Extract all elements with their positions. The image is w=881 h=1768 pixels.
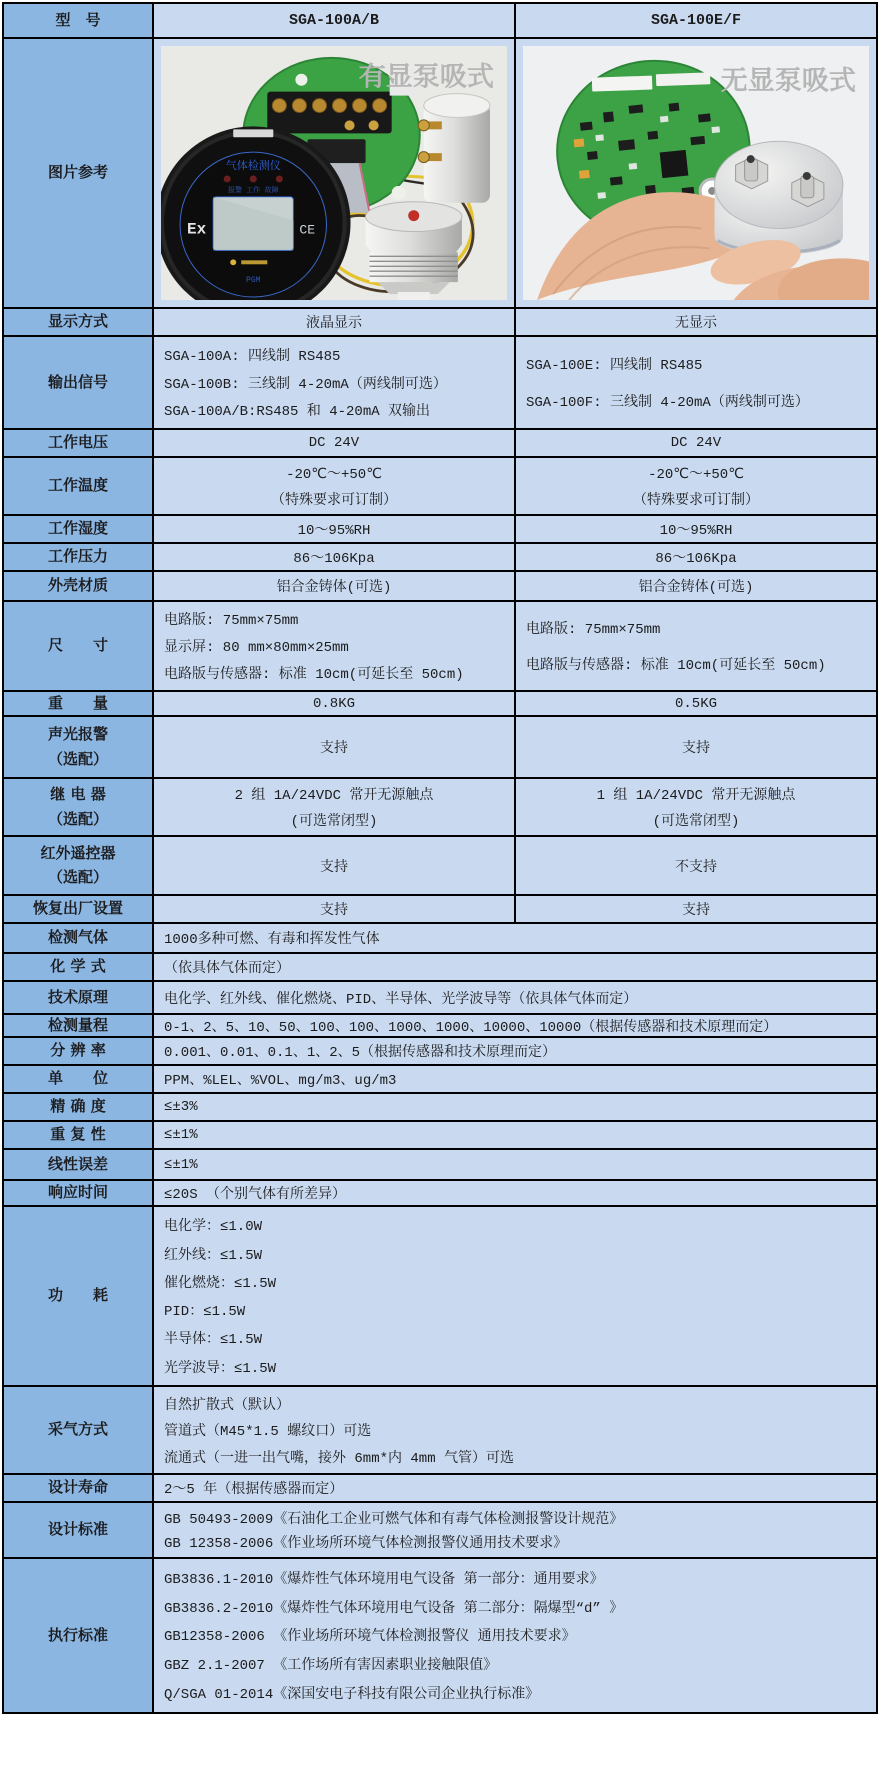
row-accuracy-value: [154, 1094, 876, 1120]
spec-row-design-standard: [4, 1501, 876, 1557]
value-text: （特殊要求可订制）: [271, 492, 397, 509]
value-text: 流通式（一进一出气嘴，接外 6mm*内 4mm 气管）可选: [164, 1450, 515, 1467]
spec-row-factory-reset: [4, 894, 876, 922]
row-label-text: 重 量: [47, 693, 108, 712]
row-weight-value-col1: [154, 692, 514, 715]
row-working-humidity-value-col2: [514, 516, 876, 542]
value-text: 0-1、2、5、10、50、100、100、1000、1000、10000、10000（根据传感器和技术原理而定）: [164, 1019, 778, 1036]
spec-row-output-signal: [4, 335, 876, 428]
row-label-execution-standard: [4, 1559, 154, 1712]
value-text: 自然扩散式（默认）: [164, 1397, 290, 1414]
row-label-text: （选配）: [47, 750, 108, 769]
row-label-text: 采气方式: [47, 1420, 108, 1439]
row-execution-standard-value: [154, 1559, 876, 1712]
row-label-dimensions: [4, 602, 154, 690]
spec-row-ir-remote: [4, 835, 876, 894]
spec-row-detect-gas: [4, 922, 876, 952]
row-ir-remote-value-col1: [154, 837, 514, 894]
value-text: ≤20S （个别气体有所差异）: [164, 1187, 347, 1203]
value-text: 支持: [682, 903, 710, 919]
row-label-resolution: [4, 1038, 154, 1064]
product-spec-table: [2, 2, 878, 1714]
value-text: （特殊要求可订制）: [633, 492, 759, 509]
value-text: 10～95%RH: [297, 523, 371, 539]
row-label-text: 重 复 性: [50, 1125, 106, 1144]
value-text: 管道式（M45*1.5 螺纹口）可选: [164, 1424, 372, 1440]
row-label-text: 恢复出厂设置: [32, 899, 123, 918]
row-working-pressure-value-col2: [514, 544, 876, 570]
value-text: 0.5KG: [674, 695, 717, 712]
value-text: GB3836.1-2010《爆炸性气体环境用电气设备 第一部分：通用要求》: [164, 1571, 604, 1588]
value-text: 86～106Kpa: [655, 551, 737, 567]
label-sticker: [592, 76, 653, 92]
row-label-text: 单 位: [47, 1069, 108, 1088]
row-label-power-consumption: [4, 1207, 154, 1385]
row-label-text: 输出信号: [47, 372, 108, 391]
spec-row-resolution: [4, 1036, 876, 1064]
row-label-text: 检测气体: [47, 928, 108, 947]
value-text: GB3836.2-2010《爆炸性气体环境用电气设备 第二部分：隔爆型“d” 》: [164, 1600, 624, 1617]
row-label-repeatability: [4, 1122, 154, 1148]
value-text: 86～106Kpa: [293, 551, 375, 567]
row-label-text: 技术原理: [47, 987, 108, 1006]
row-shell-material-value-col2: [514, 572, 876, 600]
row-sampling-method-value: [154, 1387, 876, 1473]
model-col2-cell: [514, 4, 876, 37]
row-power-consumption-value: [154, 1207, 876, 1385]
row-chemical-formula-value: [154, 954, 876, 980]
product-photo-cell-sga100ef: [514, 39, 876, 307]
row-audible-alarm-value-col1: [154, 717, 514, 777]
row-label-linearity-error: [4, 1150, 154, 1179]
value-text: 10～95%RH: [659, 523, 733, 539]
row-detect-range-value: [154, 1015, 876, 1036]
value-text: 支持: [320, 741, 348, 757]
row-label-text: 检测量程: [47, 1015, 108, 1034]
row-label-tech-principle: [4, 982, 154, 1013]
value-text: -20℃～+50℃: [648, 467, 744, 484]
row-label-shell-material: [4, 572, 154, 600]
row-label-text: 工作压力: [47, 547, 108, 566]
led-labels-text: 报警 工作 故障: [228, 186, 279, 195]
value-text: 电化学：≤1.0W: [164, 1219, 263, 1236]
photo-row-label-text: 图片参考: [47, 163, 108, 182]
model-col1-text: SGA-100A/B: [288, 12, 379, 29]
value-text: -20℃～+50℃: [286, 467, 382, 484]
spec-row-design-life: [4, 1473, 876, 1501]
row-label-display-mode: [4, 309, 154, 335]
spec-row-response-time: [4, 1179, 876, 1205]
value-text: 无显示: [675, 316, 717, 332]
value-text: SGA-100E: 四线制 RS485: [526, 358, 703, 374]
row-label-accuracy: [4, 1094, 154, 1120]
row-output-signal-value-col2: [514, 337, 876, 428]
value-text: 显示屏: 80 mm×80mm×25mm: [164, 640, 349, 656]
value-text: 电路版与传感器: 标准 10cm(可延长至 50cm): [526, 658, 826, 674]
row-label-text: 线性误差: [47, 1154, 108, 1173]
value-text: GB 12358-2006《作业场所环境气体检测报警仪通用技术要求》: [164, 1536, 568, 1553]
value-text: 半导体：≤1.5W: [164, 1332, 263, 1349]
product-photo-sga100ef: [523, 46, 869, 300]
row-label-text: （选配）: [47, 868, 108, 887]
row-label-text: 精 确 度: [50, 1097, 106, 1116]
value-text: 0.001、0.01、0.1、1、2、5（根据传感器和技术原理而定）: [164, 1045, 557, 1061]
value-text: 2 组 1A/24VDC 常开无源触点: [234, 788, 434, 805]
row-dimensions-value-col1: [154, 602, 514, 690]
spec-row-working-humidity: [4, 514, 876, 542]
value-text: ≤±1%: [164, 1156, 198, 1173]
model-label-cell: [4, 4, 154, 37]
row-label-text: 工作电压: [47, 433, 108, 452]
row-label-text: 尺 寸: [47, 636, 108, 655]
spec-row-display-mode: [4, 307, 876, 335]
value-text: SGA-100F: 三线制 4-20mA（两线制可选）: [526, 395, 809, 411]
row-label-working-pressure: [4, 544, 154, 570]
value-text: ≤±1%: [164, 1127, 198, 1143]
model-header-row: [4, 4, 876, 37]
watermark-left-text: 有显泵吸式: [358, 64, 494, 95]
spec-row-dimensions: [4, 600, 876, 690]
row-label-design-life: [4, 1475, 154, 1501]
row-label-text: 设计寿命: [47, 1478, 108, 1497]
row-working-voltage-value-col2: [514, 430, 876, 456]
row-label-text: 功 耗: [47, 1286, 108, 1305]
row-display-mode-value-col2: [514, 309, 876, 335]
product-photo-cell-sga100ab: [154, 39, 514, 307]
model-label-text: 型 号: [55, 10, 101, 29]
spec-row-detect-range: [4, 1013, 876, 1036]
row-factory-reset-value-col2: [514, 896, 876, 922]
spec-row-tech-principle: [4, 980, 876, 1013]
spec-row-accuracy: [4, 1092, 876, 1120]
row-label-text: 响应时间: [47, 1183, 108, 1202]
value-text: 支持: [320, 903, 348, 919]
row-label-text: 设计标准: [47, 1520, 108, 1539]
row-working-humidity-value-col1: [154, 516, 514, 542]
value-text: SGA-100B: 三线制 4-20mA（两线制可选）: [164, 376, 447, 393]
spec-row-execution-standard: [4, 1557, 876, 1712]
watermark-right-text: 无显泵吸式: [720, 68, 856, 99]
row-tech-principle-value: [154, 982, 876, 1013]
main-chip: [660, 150, 689, 178]
row-ir-remote-value-col2: [514, 837, 876, 894]
spec-row-working-voltage: [4, 428, 876, 456]
value-text: SGA-100A: 四线制 RS485: [164, 348, 341, 365]
row-relay-value-col1: [154, 779, 514, 835]
product-photo-sga100ab: [161, 46, 507, 300]
value-text: GBZ 2.1-2007 《工作场所有害因素职业接触限值》: [164, 1658, 498, 1675]
pump-canister-illustration: [418, 94, 490, 203]
spec-row-working-pressure: [4, 542, 876, 570]
row-unit-value: [154, 1066, 876, 1092]
value-text: GB12358-2006 《作业场所环境气体检测报警仪 通用技术要求》: [164, 1629, 576, 1646]
value-text: （依具体气体而定）: [164, 961, 290, 977]
row-working-temperature-value-col2: [514, 458, 876, 514]
value-text: 不支持: [675, 859, 717, 876]
row-factory-reset-value-col1: [154, 896, 514, 922]
value-text: 电路版: 75mm×75mm: [164, 613, 299, 629]
value-text: 1 组 1A/24VDC 常开无源触点: [596, 788, 796, 805]
value-text: 0.8KG: [312, 695, 355, 712]
row-label-weight: [4, 692, 154, 715]
photo-row: [4, 37, 876, 307]
value-text: ≤±3%: [164, 1099, 198, 1115]
spec-row-repeatability: [4, 1120, 876, 1148]
row-label-response-time: [4, 1181, 154, 1205]
row-label-text: 继 电 器: [50, 785, 106, 804]
row-display-mode-value-col1: [154, 309, 514, 335]
row-label-working-temperature: [4, 458, 154, 514]
row-linearity-error-value: [154, 1150, 876, 1179]
row-label-detect-gas: [4, 924, 154, 952]
value-text: 铝合金铸体(可选): [638, 580, 754, 596]
row-label-text: 红外遥控器: [40, 843, 116, 862]
spec-row-linearity-error: [4, 1148, 876, 1179]
row-working-temperature-value-col1: [154, 458, 514, 514]
row-label-text: 外壳材质: [47, 576, 108, 595]
row-label-text: 分 辨 率: [50, 1041, 106, 1060]
row-output-signal-value-col1: [154, 337, 514, 428]
row-relay-value-col2: [514, 779, 876, 835]
row-label-sampling-method: [4, 1387, 154, 1473]
row-audible-alarm-value-col2: [514, 717, 876, 777]
row-label-output-signal: [4, 337, 154, 428]
sensor-red-dot: [408, 210, 419, 221]
value-text: (可选常闭型): [652, 813, 740, 830]
value-text: 支持: [320, 859, 348, 876]
value-text: PID：≤1.5W: [164, 1304, 246, 1321]
row-resolution-value: [154, 1038, 876, 1064]
row-dimensions-value-col2: [514, 602, 876, 690]
spec-row-shell-material: [4, 570, 876, 600]
value-text: 催化燃烧：≤1.5W: [164, 1275, 277, 1292]
ex-mark-text: Ex: [187, 220, 207, 239]
spec-row-power-consumption: [4, 1205, 876, 1385]
row-response-time-value: [154, 1181, 876, 1205]
value-text: 液晶显示: [306, 316, 362, 332]
spec-row-working-temperature: [4, 456, 876, 514]
spec-row-sampling-method: [4, 1385, 876, 1473]
row-label-text: 工作湿度: [47, 519, 108, 538]
row-label-text: （选配）: [47, 809, 108, 828]
value-text: 电路版: 75mm×75mm: [526, 622, 661, 638]
model-col1-cell: [154, 4, 514, 37]
row-label-text: 显示方式: [47, 312, 108, 331]
value-text: 支持: [682, 741, 710, 757]
row-label-text: 执行标准: [47, 1625, 108, 1644]
ce-mark-text: CE: [299, 222, 316, 238]
value-text: Q/SGA 01-2014《深国安电子科技有限公司企业执行标准》: [164, 1687, 540, 1704]
spec-row-relay: [4, 777, 876, 835]
value-text: DC 24V: [670, 435, 722, 451]
row-detect-gas-value: [154, 924, 876, 952]
value-text: 电化学、红外线、催化燃烧、PID、半导体、光学波导等（依具体气体而定）: [164, 991, 638, 1008]
value-text: 红外线：≤1.5W: [164, 1247, 263, 1264]
spec-row-audible-alarm: [4, 715, 876, 777]
row-weight-value-col2: [514, 692, 876, 715]
spec-row-chemical-formula: [4, 952, 876, 980]
device-brand-text: 气体检测仪: [225, 161, 281, 174]
row-label-design-standard: [4, 1503, 154, 1557]
row-working-voltage-value-col1: [154, 430, 514, 456]
row-label-factory-reset: [4, 896, 154, 922]
value-text: GB 50493-2009《石油化工企业可燃气体和有毒气体检测报警设计规范》: [164, 1511, 624, 1528]
value-text: 2～5 年（根据传感器而定）: [164, 1482, 344, 1498]
value-text: 光学波导：≤1.5W: [164, 1360, 277, 1377]
row-label-detect-range: [4, 1015, 154, 1036]
model-col2-text: SGA-100E/F: [650, 12, 741, 29]
row-label-ir-remote: [4, 837, 154, 894]
value-text: 电路版与传感器: 标准 10cm(可延长至 50cm): [164, 667, 464, 683]
spec-row-unit: [4, 1064, 876, 1092]
photo-row-label-cell: [4, 39, 154, 307]
value-text: DC 24V: [308, 435, 360, 451]
row-working-pressure-value-col1: [154, 544, 514, 570]
pgm-label-text: PGM: [246, 276, 261, 286]
value-text: 铝合金铸体(可选): [276, 580, 392, 596]
row-design-standard-value: [154, 1503, 876, 1557]
row-repeatability-value: [154, 1122, 876, 1148]
row-label-unit: [4, 1066, 154, 1092]
value-text: (可选常闭型): [290, 813, 378, 830]
row-label-text: 声光报警: [47, 724, 108, 743]
value-text: SGA-100A/B:RS485 和 4-20mA 双输出: [164, 404, 431, 421]
row-label-text: 工作温度: [47, 476, 108, 495]
row-label-chemical-formula: [4, 954, 154, 980]
value-text: 1000多种可燃、有毒和挥发性气体: [164, 932, 380, 948]
row-design-life-value: [154, 1475, 876, 1501]
row-label-relay: [4, 779, 154, 835]
spec-row-weight: [4, 690, 876, 715]
row-label-audible-alarm: [4, 717, 154, 777]
row-label-working-voltage: [4, 430, 154, 456]
row-label-working-humidity: [4, 516, 154, 542]
sensor-illustration-right: [715, 141, 843, 254]
row-shell-material-value-col1: [154, 572, 514, 600]
value-text: PPM、%LEL、%VOL、mg/m3、ug/m3: [164, 1073, 397, 1089]
row-label-text: 化 学 式: [50, 957, 106, 976]
